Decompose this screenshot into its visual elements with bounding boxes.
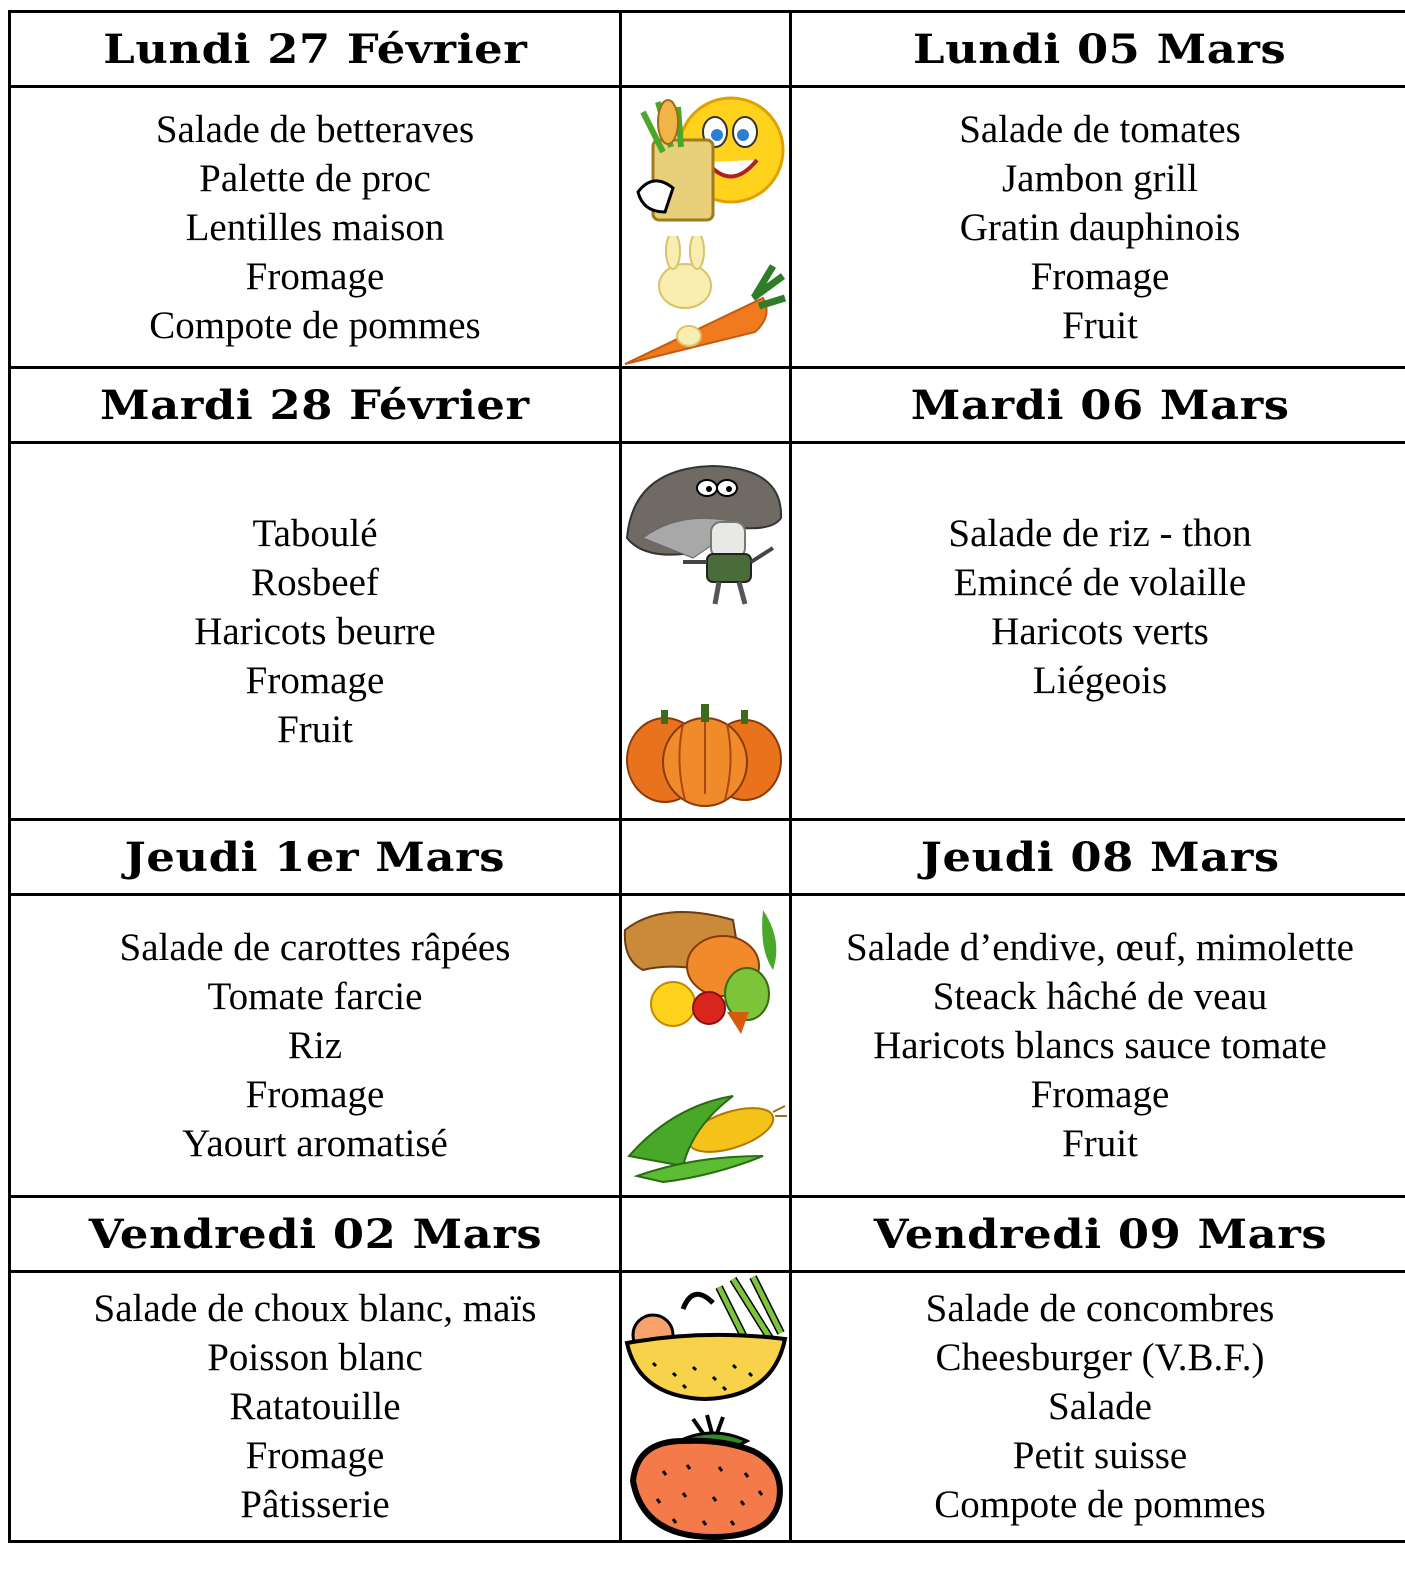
day-header-right bbox=[791, 368, 1405, 443]
pumpkins-icon bbox=[623, 698, 788, 808]
day-title: Jeudi 1er Mars bbox=[124, 833, 506, 881]
dish: Jambon grill bbox=[1001, 156, 1199, 200]
illustration-cell bbox=[621, 895, 791, 1197]
dish: Fromage bbox=[245, 1073, 385, 1116]
cornucopia-icon bbox=[623, 900, 788, 1040]
day-header-left bbox=[10, 368, 621, 443]
dish: Salade de carottes râpées bbox=[119, 926, 511, 969]
dish: Taboulé bbox=[252, 511, 378, 555]
dish: Fruit bbox=[1062, 1122, 1138, 1165]
dish: Compote de pommes bbox=[934, 1483, 1266, 1526]
dish: Haricots beurre bbox=[194, 609, 436, 653]
bunny-carrot-icon bbox=[623, 236, 788, 366]
dish: Fromage bbox=[1030, 1073, 1170, 1116]
dish: Salade de betteraves bbox=[155, 107, 475, 151]
dish: Salade bbox=[1048, 1385, 1152, 1428]
dish: Palette de proc bbox=[199, 156, 431, 200]
illustration-header-spacer bbox=[621, 1197, 791, 1272]
illustration-cell bbox=[621, 1272, 791, 1542]
day-header-left bbox=[10, 820, 621, 895]
day-title: Mardi 28 Février bbox=[100, 381, 530, 429]
menu-cell-left bbox=[10, 443, 621, 820]
dish: Fromage bbox=[245, 658, 385, 702]
dish: Salade d’endive, œuf, mimolette bbox=[846, 926, 1354, 969]
day-header-right bbox=[791, 12, 1405, 87]
dish: Rosbeef bbox=[251, 560, 379, 604]
dish: Haricots blancs sauce tomate bbox=[873, 1024, 1327, 1067]
dish: Emincé de volaille bbox=[953, 560, 1247, 604]
menu-cell-left bbox=[10, 895, 621, 1197]
dish: Fruit bbox=[1062, 303, 1138, 347]
dish: Fromage bbox=[1030, 254, 1170, 298]
menu-table bbox=[8, 10, 1405, 1543]
day-title: Lundi 27 Février bbox=[102, 25, 528, 73]
dish: Tomate farcie bbox=[207, 975, 423, 1018]
dish: Pâtisserie bbox=[240, 1483, 390, 1526]
mushroom-character-icon bbox=[623, 458, 788, 608]
smiley-groceries-icon bbox=[623, 92, 788, 227]
dish: Riz bbox=[287, 1024, 343, 1067]
menu-cell-right bbox=[791, 895, 1405, 1197]
dish: Yaourt aromatisé bbox=[182, 1122, 448, 1165]
dish: Fruit bbox=[277, 707, 353, 751]
illustration-cell bbox=[621, 443, 791, 820]
day-header-left bbox=[10, 1197, 621, 1272]
dish: Salade de tomates bbox=[959, 107, 1241, 151]
menu-cell-right bbox=[791, 1272, 1405, 1542]
dish: Salade de choux blanc, maïs bbox=[93, 1287, 537, 1330]
dish: Compote de pommes bbox=[149, 303, 481, 347]
strawberry-icon bbox=[623, 1411, 788, 1541]
dish: Fromage bbox=[245, 254, 385, 298]
illustration-header-spacer bbox=[621, 820, 791, 895]
day-header-left bbox=[10, 12, 621, 87]
day-title: Vendredi 02 Mars bbox=[88, 1210, 542, 1258]
dish: Fromage bbox=[245, 1434, 385, 1477]
day-title: Mardi 06 Mars bbox=[910, 381, 1290, 429]
day-title: Vendredi 09 Mars bbox=[873, 1210, 1327, 1258]
dish: Liégeois bbox=[1032, 658, 1168, 702]
dish: Steack hâché de veau bbox=[932, 975, 1268, 1018]
dish: Petit suisse bbox=[1012, 1434, 1188, 1477]
dish: Lentilles maison bbox=[185, 205, 445, 249]
dish: Salade de riz - thon bbox=[948, 511, 1252, 555]
dish: Haricots verts bbox=[991, 609, 1209, 653]
illustration-header-spacer bbox=[621, 368, 791, 443]
corn-cob-icon bbox=[623, 1086, 788, 1186]
day-header-right bbox=[791, 820, 1405, 895]
menu-cell-right bbox=[791, 87, 1405, 368]
dish: Cheesburger (V.B.F.) bbox=[935, 1336, 1265, 1379]
veggie-basket-icon bbox=[623, 1273, 788, 1403]
dish: Gratin dauphinois bbox=[959, 205, 1241, 249]
menu-cell-right bbox=[791, 443, 1405, 820]
dish: Poisson blanc bbox=[207, 1336, 423, 1379]
day-header-right bbox=[791, 1197, 1405, 1272]
dish: Salade de concombres bbox=[925, 1287, 1275, 1330]
menu-cell-left bbox=[10, 1272, 621, 1542]
illustration-cell bbox=[621, 87, 791, 368]
illustration-header-spacer bbox=[621, 12, 791, 87]
day-title: Jeudi 08 Mars bbox=[920, 833, 1280, 881]
menu-cell-left bbox=[10, 87, 621, 368]
dish: Ratatouille bbox=[229, 1385, 401, 1428]
day-title: Lundi 05 Mars bbox=[913, 25, 1287, 73]
